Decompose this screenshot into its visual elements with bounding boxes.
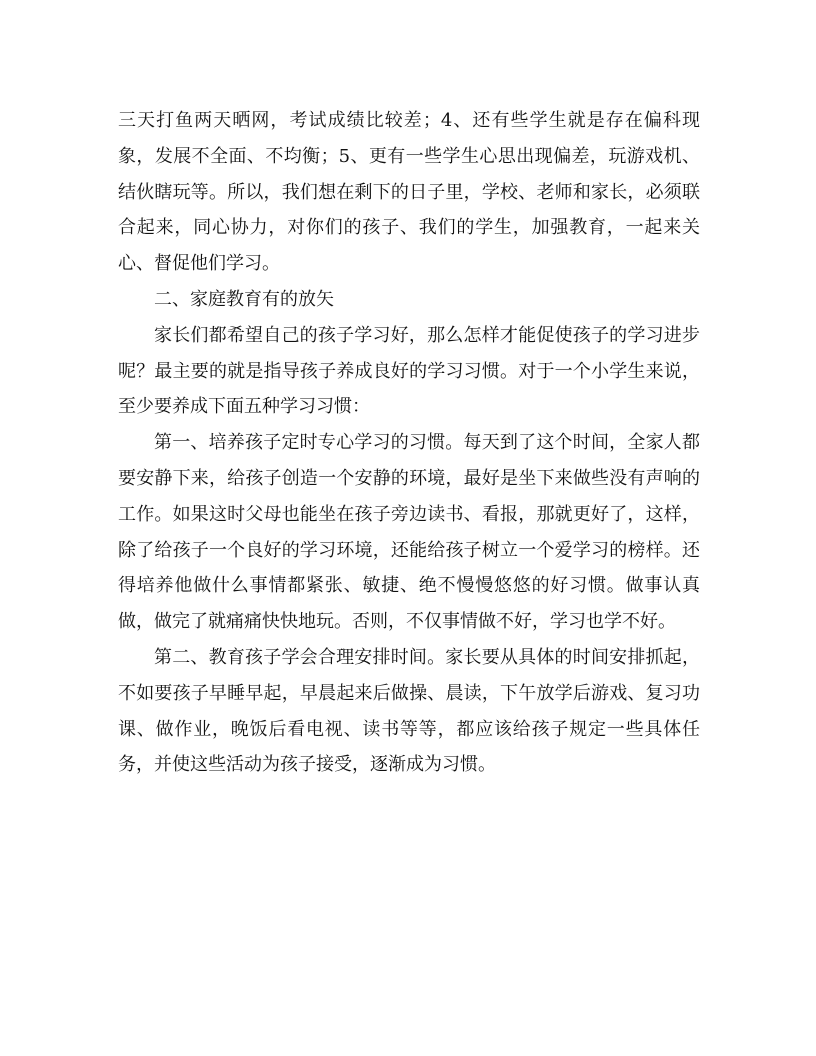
paragraph-intro: 家长们都希望自己的孩子学习好，那么怎样才能促使孩子的学习进步呢？最主要的就是指导孩子养成良好的学习习惯。对于一个小学生来说，至少要养成下面五种学习习惯：	[118, 324, 700, 418]
paragraph-habit-1: 第一、培养孩子定时专心学习的习惯。每天到了这个时间，全家人都要安静下来，给孩子创造一个安静的环境，最好是坐下来做些没有声响的工作。如果这时父母也能坐在孩子旁边读书、看报，那就更好了，这样，除了给孩子一个良好的学习环境，还能给孩子树立一个爱学习的榜样。还得培养他做什么事情都紧张、敏捷、绝不慢慢悠悠的好习惯。做事认真做，做完了就痛痛快快地玩。否则，不仅事情做不好，学习也学不好。	[118, 432, 700, 633]
paragraph-continuation: 三天打鱼两天晒网，考试成绩比较差；4、还有些学生就是存在偏科现象，发展不全面、不均衡；5、更有一些学生心思出现偏差，玩游戏机、结伙瞎玩等。所以，我们想在剩下的日子里，学校、老师和家长，必须联合起来，同心协力，对你们的孩子、我们的学生，加强教育，一起来关心、督促他们学习。	[118, 110, 700, 275]
section-heading: 二、家庭教育有的放矢	[154, 288, 334, 310]
document-page	[118, 103, 700, 783]
paragraph-habit-2: 第二、教育孩子学会合理安排时间。家长要从具体的时间安排抓起，不如要孩子早睡早起，早晨起来后做操、晨读，下午放学后游戏、复习功课、做作业，晚饭后看电视、读书等等，都应该给孩子规定一些具体任务，并使这些活动为孩子接受，逐渐成为习惯。	[118, 646, 700, 776]
